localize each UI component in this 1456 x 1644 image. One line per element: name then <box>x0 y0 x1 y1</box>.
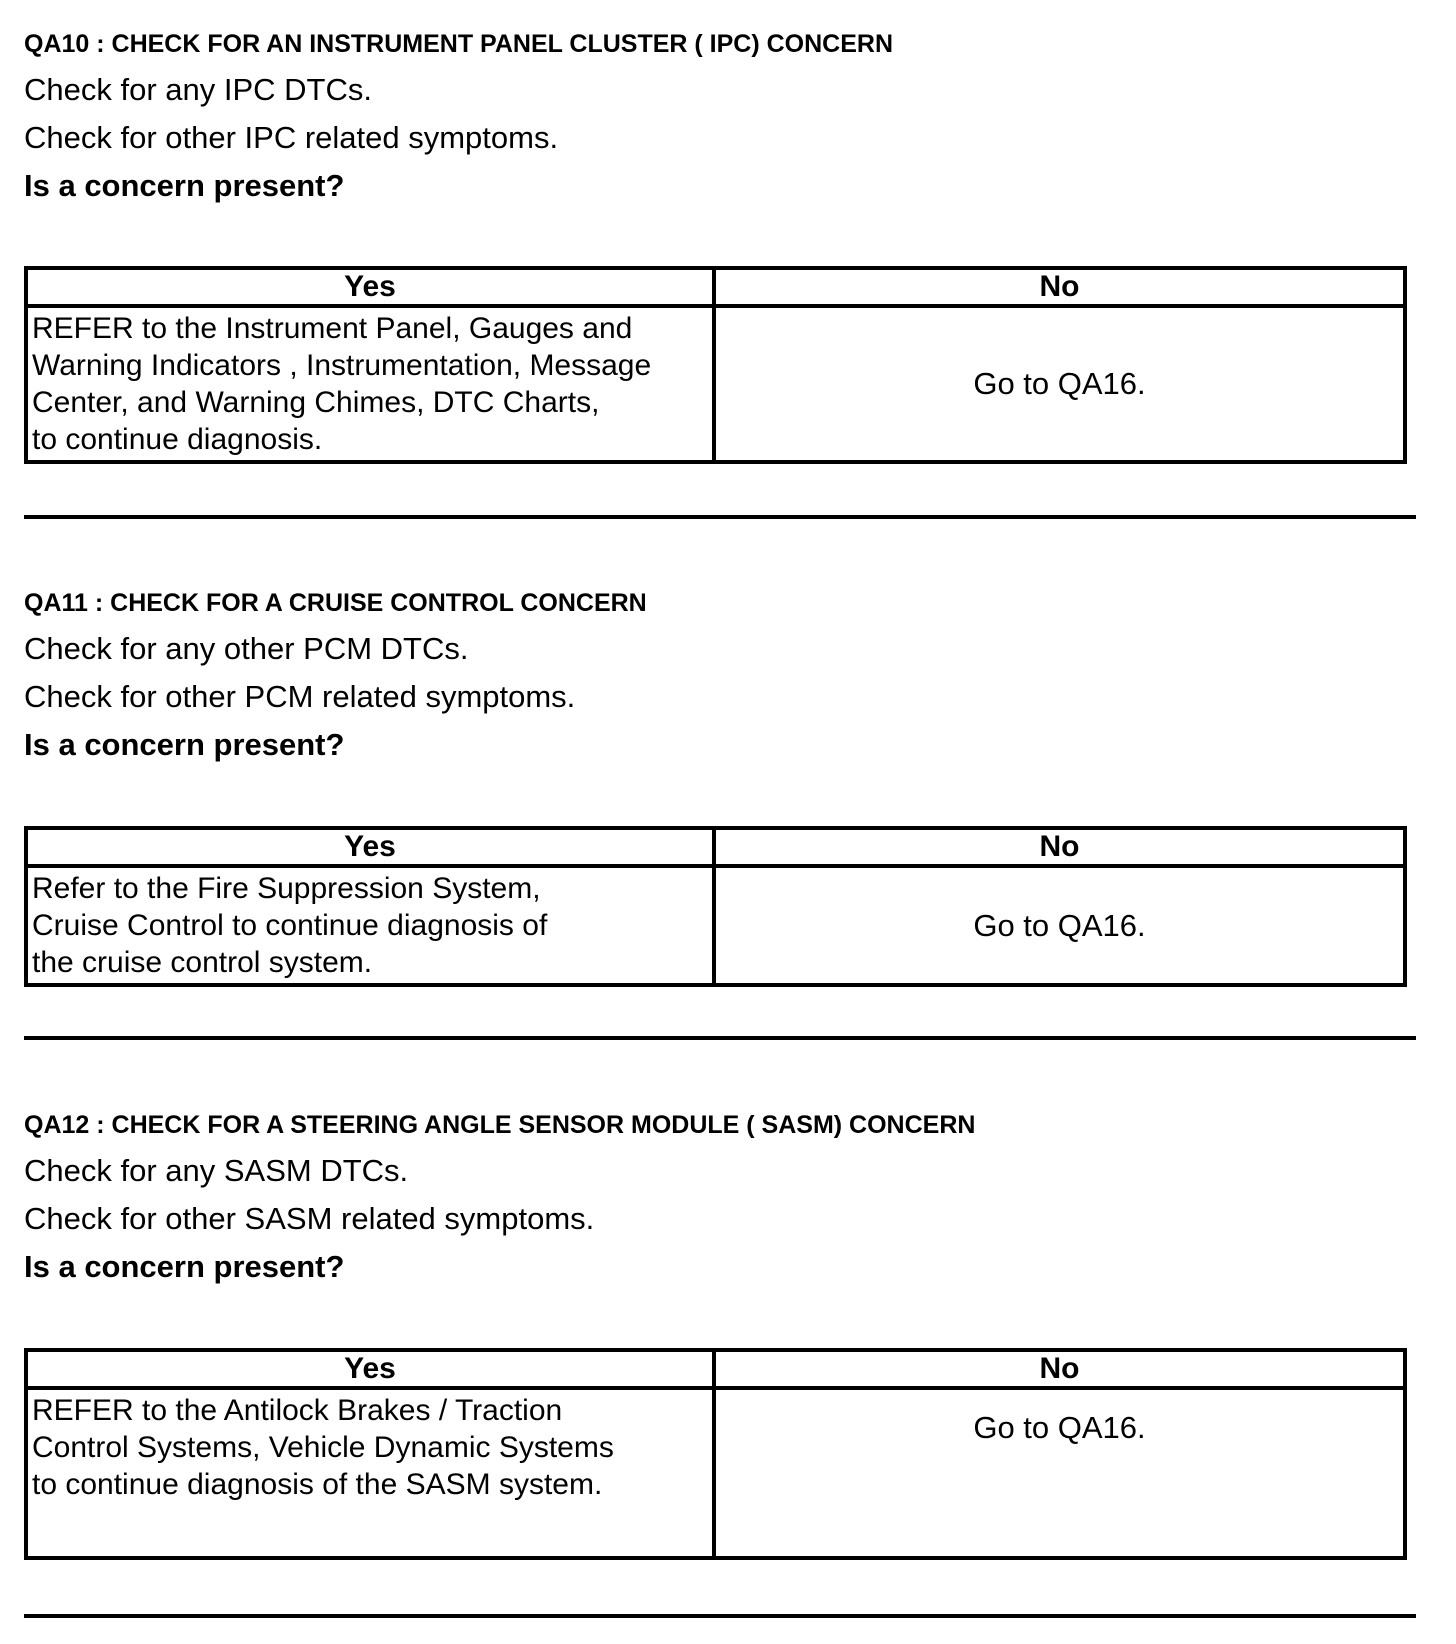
yes-line: to continue diagnosis. <box>32 423 323 456</box>
section-divider <box>24 515 1416 519</box>
yes-no-table <box>24 1348 1407 1560</box>
section-divider <box>24 1614 1416 1618</box>
instruction-line: Check for other IPC related symptoms. <box>24 120 559 155</box>
section-heading: QA12 : CHECK FOR A STEERING ANGLE SENSOR MODULE ( SASM) CONCERN <box>24 1111 976 1139</box>
question-text: Is a concern present? <box>24 727 345 762</box>
yes-line: Warning Indicators , Instrumentation, Message <box>32 349 652 382</box>
no-cell: Go to QA16. <box>714 306 1405 462</box>
no-cell: Go to QA16. <box>714 866 1405 985</box>
question-text: Is a concern present? <box>24 1249 345 1284</box>
question-text: Is a concern present? <box>24 168 345 203</box>
yes-line: REFER to the Antilock Brakes / Traction <box>32 1394 563 1427</box>
no-cell: Go to QA16. <box>714 1388 1405 1558</box>
yes-header: Yes <box>26 1350 714 1388</box>
instruction-line: Check for other SASM related symptoms. <box>24 1201 595 1236</box>
section-qa11 <box>24 587 1424 979</box>
yes-line: Center, and Warning Chimes, DTC Charts, <box>32 386 600 419</box>
section-divider <box>24 1036 1416 1040</box>
yes-line: to continue diagnosis of the SASM system. <box>32 1468 603 1501</box>
yes-cell <box>26 866 714 985</box>
no-header: No <box>714 828 1405 866</box>
yes-cell <box>26 1388 714 1558</box>
no-header: No <box>714 1350 1405 1388</box>
yes-no-table <box>24 266 1407 464</box>
yes-line: the cruise control system. <box>32 946 373 979</box>
instruction-line: Check for any SASM DTCs. <box>24 1153 409 1188</box>
yes-no-table <box>24 826 1407 987</box>
yes-cell <box>26 306 714 462</box>
instruction-line: Check for other PCM related symptoms. <box>24 679 576 714</box>
yes-header: Yes <box>26 268 714 306</box>
instruction-line: Check for any other PCM DTCs. <box>24 631 469 666</box>
yes-line: Cruise Control to continue diagnosis of <box>32 909 548 942</box>
instruction-line: Check for any IPC DTCs. <box>24 72 372 107</box>
yes-line: Control Systems, Vehicle Dynamic Systems <box>32 1431 614 1464</box>
yes-line: REFER to the Instrument Panel, Gauges and <box>32 312 633 345</box>
section-heading: QA11 : CHECK FOR A CRUISE CONTROL CONCERN <box>24 589 647 617</box>
yes-header: Yes <box>26 828 714 866</box>
yes-line: Refer to the Fire Suppression System, <box>32 872 541 905</box>
section-qa12 <box>24 1109 1424 1501</box>
no-header: No <box>714 268 1405 306</box>
section-qa10 <box>24 28 1424 456</box>
section-heading: QA10 : CHECK FOR AN INSTRUMENT PANEL CLUSTER ( IPC) CONCERN <box>24 30 894 58</box>
